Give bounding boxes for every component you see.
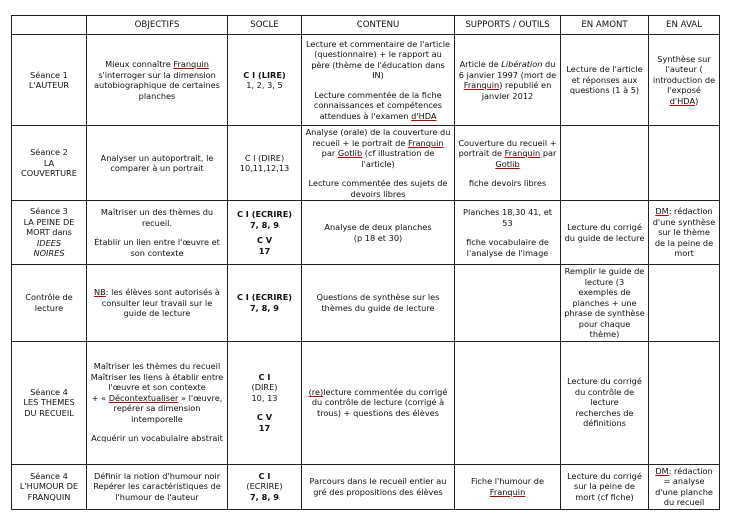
amont-cell: Lecture de l'article et réponses aux questions (1 à 5) <box>561 35 649 126</box>
author-name: Franquin <box>463 80 500 90</box>
objectifs-text: + « <box>91 392 109 403</box>
contenu-text: Lecture et commentaire de l'article (questionnaire) + le rapport au père (thème de l'éducation dans IN) <box>305 38 451 81</box>
contenu-text: Lecture commentée de la fiche connaissances et compétences attendues à l'examen <box>313 89 443 121</box>
supports-cell <box>455 464 561 509</box>
objectifs-cell <box>87 341 228 464</box>
contenu-text: Analyse de deux planches <box>324 222 432 232</box>
supports-cell <box>455 35 561 126</box>
supports-cell <box>455 265 561 342</box>
socle-competence: C V <box>256 412 273 423</box>
objectifs-cell <box>87 265 228 342</box>
album-title: NOIRES <box>33 248 65 259</box>
amont-cell: Lecture du corrigé sur la peine de mort (cf fiche) <box>561 464 649 509</box>
dm-label: DM <box>655 465 669 476</box>
header-index <box>12 16 87 35</box>
seance-number: Séance 3 <box>30 206 68 217</box>
author-name: Franquin <box>408 137 444 148</box>
newspaper-name: Libération <box>501 59 543 69</box>
objectifs-text: Définir la notion d'humour noir <box>93 470 221 481</box>
supports-cell <box>455 341 561 464</box>
header-socle: SOCLE <box>228 16 302 35</box>
contenu-cell <box>302 341 455 464</box>
aval-text: ) <box>695 95 699 106</box>
seance-cell <box>12 35 87 126</box>
illustrator-name: Gotlib <box>495 158 520 169</box>
amont-cell: Remplir le guide de lecture (3 exemples de planches + une phrase de synthèse pour chaque thème) <box>561 265 649 342</box>
socle-competence: C I <box>258 470 271 481</box>
supports-text: fiche devoirs libres <box>468 178 547 188</box>
table-row <box>12 201 720 265</box>
socle-competence: C V <box>256 235 273 245</box>
table-row <box>12 341 720 464</box>
objectifs-cell <box>87 464 228 509</box>
objectifs-text: : les élèves sont autorisés à consulter leur travail sur le guide de lecture <box>101 287 220 318</box>
objectifs-text: Établir un lien entre l'œuvre et son contexte <box>94 237 220 258</box>
socle-cell <box>228 126 302 201</box>
socle-cell <box>228 265 302 342</box>
table-row <box>12 126 720 201</box>
seance-title: L'HUMOUR DE <box>19 481 79 492</box>
socle-competence: (DIRE) <box>251 382 278 393</box>
seance-cell <box>12 341 87 464</box>
seance-title: MORT dans <box>26 227 72 238</box>
contenu-text: Lecture commentée des sujets de devoirs libres <box>308 178 448 199</box>
aval-text: Synthèse sur l'auteur ( introduction de l'exposé <box>652 53 716 96</box>
hda-term: d'HDA <box>669 95 696 106</box>
table-row <box>12 35 720 126</box>
contenu-text: (cf illustration de l'article) <box>361 148 435 169</box>
objectifs-text: Maîtriser un des thèmes du recueil. <box>100 207 214 228</box>
table-row <box>12 464 720 509</box>
objectifs-text: Repérer les caractéristiques de l'humour de l'auteur <box>93 481 221 502</box>
album-title: IDEES <box>36 237 62 248</box>
header-aval: EN AVAL <box>649 16 720 35</box>
socle-items: 10,11,12,13 <box>239 163 290 173</box>
objectifs-text: Maîtriser les thèmes du recueil <box>93 361 221 372</box>
socle-competence: C I (DIRE) <box>244 152 285 163</box>
socle-competence: C I (ECRIRE) <box>236 209 293 219</box>
illustrator-name: Gotlib <box>337 148 363 158</box>
objectifs-cell: Analyser un autoportrait, le comparer à un portrait <box>87 126 228 201</box>
socle-competence: (ECRIRE) <box>246 481 283 492</box>
aval-cell <box>649 201 720 265</box>
aval-cell <box>649 464 720 509</box>
socle-cell <box>228 341 302 464</box>
hda-term: d'HDA <box>411 110 437 121</box>
dm-label: DM <box>655 206 669 217</box>
author-name: Franquin <box>489 486 526 497</box>
aval-text: : rédaction d'une synthèse sur le thème de la peine de mort <box>652 206 716 259</box>
seance-number: Séance 1 <box>30 69 68 80</box>
contenu-cell: Questions de synthèse sur les thèmes du guide de lecture <box>302 265 455 342</box>
supports-text: fiche vocabulaire de l'analyse de l'image <box>466 237 549 258</box>
seance-title: Contrôle de <box>25 292 73 303</box>
objectifs-text: Acquérir un vocabulaire abstrait <box>91 433 223 444</box>
aval-cell <box>649 126 720 201</box>
seance-cell <box>12 265 87 342</box>
socle-competence: C I (LIRE) <box>243 69 286 80</box>
header-objectifs: OBJECTIFS <box>87 16 228 35</box>
objectifs-cell <box>87 201 228 265</box>
contenu-cell <box>302 35 455 126</box>
socle-items: 10, 13 <box>251 392 278 403</box>
author-name: Franquin <box>504 148 541 158</box>
contenu-text: par <box>321 148 338 158</box>
table-row <box>12 265 720 342</box>
seance-title: LA <box>43 157 55 168</box>
seance-title: COUVERTURE <box>21 168 77 179</box>
seance-title: DU RECUEIL <box>24 407 74 418</box>
contenu-text: (p 18 et 30) <box>353 232 403 243</box>
author-name: Franquin <box>173 59 209 69</box>
keyword-text: Décontextualiser <box>108 392 179 403</box>
seance-cell <box>12 464 87 509</box>
amont-text: recherches de définitions <box>575 407 634 429</box>
aval-cell <box>649 341 720 464</box>
contenu-cell <box>302 201 455 265</box>
socle-cell <box>228 35 302 126</box>
seance-title: LA PEINE DE <box>23 216 75 227</box>
seance-title: LES THEMES <box>23 397 75 408</box>
nb-label: NB <box>94 287 106 297</box>
objectifs-cell <box>87 35 228 126</box>
socle-items: 7, 8, 9 <box>249 491 279 502</box>
lesson-plan-table <box>11 15 720 510</box>
socle-competence: C I (ECRIRE) <box>236 292 293 303</box>
objectifs-text: s'interroger sur la dimension autobiographique de certaines planches <box>94 69 220 101</box>
socle-items: 17 <box>258 245 271 256</box>
aval-text: : rédaction = analyse d'une planche du recueil <box>655 465 713 507</box>
seance-number: Séance 2 <box>30 147 68 158</box>
socle-items: 7, 8, 9 <box>249 302 279 313</box>
supports-text: Planches 18,30 41, et 53 <box>463 207 552 228</box>
supports-text: Article de <box>459 59 502 69</box>
seance-title: FRANQUIN <box>27 491 71 502</box>
amont-text: Lecture du corrigé du contrôle de lecture <box>567 376 642 408</box>
supports-text: Fiche l'humour de <box>471 476 544 486</box>
seance-number: Séance 4 <box>30 470 68 481</box>
supports-text: du 6 janvier 1997 (mort de <box>458 59 557 80</box>
supports-text: par <box>540 148 557 158</box>
supports-cell <box>455 126 561 201</box>
header-row <box>12 16 720 35</box>
objectifs-text: » l'œuvre, repérer sa dimension intemporelle <box>113 392 223 424</box>
socle-items: 1, 2, 3, 5 <box>246 80 283 90</box>
header-contenu: CONTENU <box>302 16 455 35</box>
amont-cell <box>561 126 649 201</box>
keyword-text: (re) <box>308 386 324 397</box>
socle-items: 17 <box>258 422 271 433</box>
contenu-cell <box>302 126 455 201</box>
supports-text: ) republié en janvier 2012 <box>481 80 552 101</box>
objectifs-text: Mieux connaître <box>105 59 174 69</box>
aval-cell <box>649 265 720 342</box>
seance-cell <box>12 126 87 201</box>
seance-title: L'AUTEUR <box>28 80 70 90</box>
aval-cell <box>649 35 720 126</box>
seance-cell <box>12 201 87 265</box>
header-amont: EN AMONT <box>561 16 649 35</box>
seance-title: lecture <box>34 302 64 313</box>
amont-cell: Lecture du corrigé du guide de lecture <box>561 201 649 265</box>
socle-competence: C I <box>258 371 271 382</box>
contenu-cell: Parcours dans le recueil entier au gré des propositions des élèves <box>302 464 455 509</box>
seance-number: Séance 4 <box>30 386 68 397</box>
header-supports: SUPPORTS / OUTILS <box>455 16 561 35</box>
socle-cell <box>228 464 302 509</box>
objectifs-text: Maîtriser les liens à établir entre l'œuvre et son contexte <box>90 371 224 393</box>
socle-items: 7, 8, 9 <box>249 219 279 230</box>
contenu-text: Analyse (orale) de la couverture du recueil + le portrait de <box>305 127 451 148</box>
supports-text: Couverture du recueil + portrait de <box>458 137 557 158</box>
supports-cell <box>455 201 561 265</box>
socle-cell <box>228 201 302 265</box>
amont-cell <box>561 341 649 464</box>
contenu-text: lecture commentée du corrigé du contrôle de lecture (corrigé à trous) + questions des élèves <box>311 386 448 418</box>
